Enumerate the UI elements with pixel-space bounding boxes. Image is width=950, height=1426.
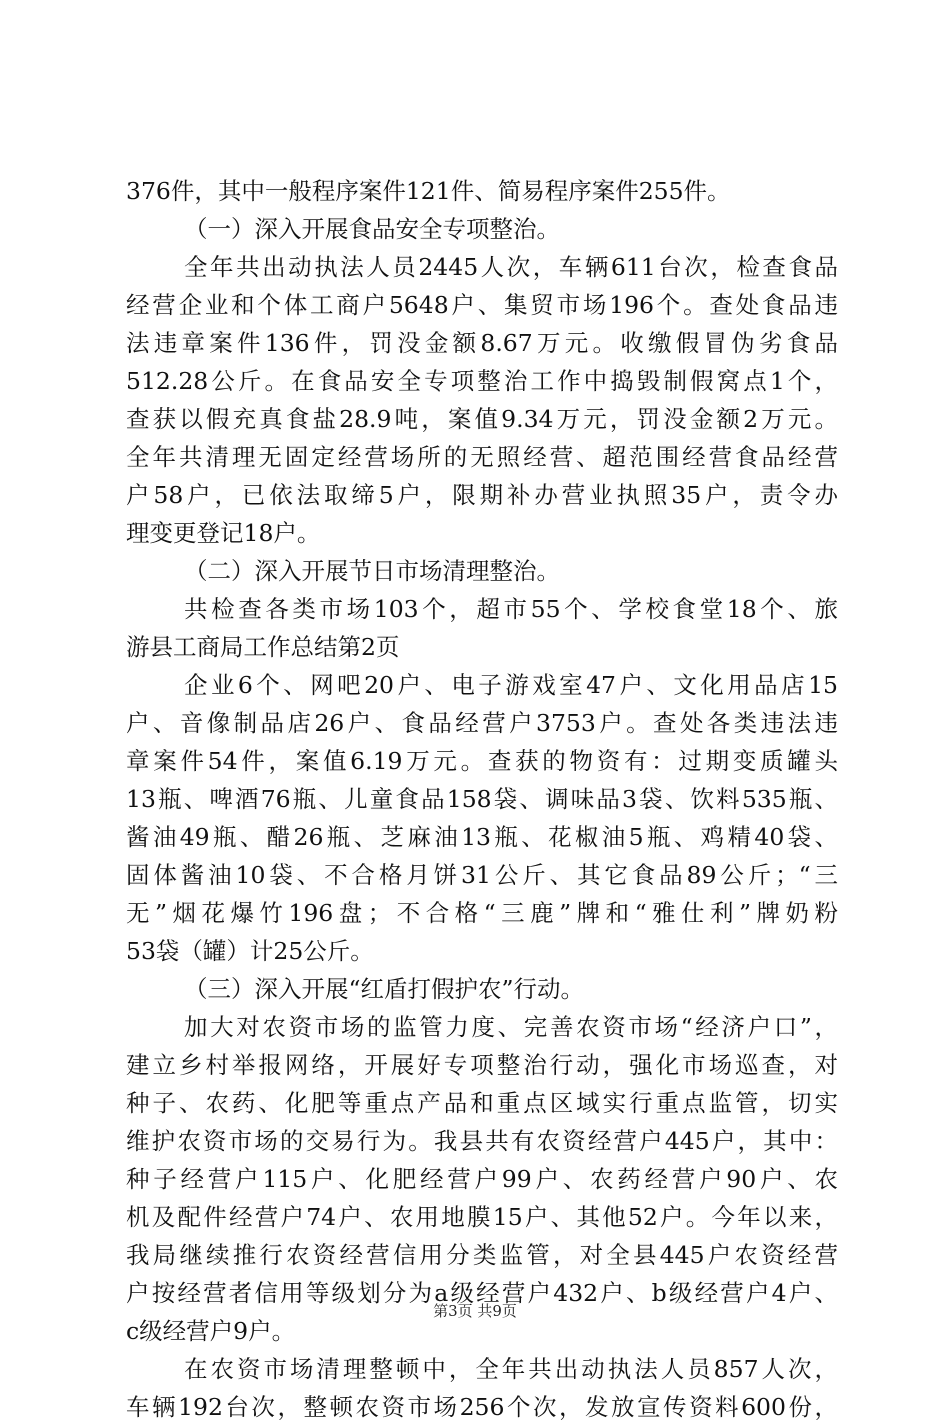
text-line: 种子、农药、化肥等重点产品和重点区域实行重点监管，切实	[126, 1089, 838, 1117]
page-number-footer: 第3页 共9页	[433, 1302, 517, 1320]
text-line: 建立乡村举报网络，开展好专项整治行动，强化市场巡查，对	[126, 1051, 838, 1079]
text-line: 376件，其中一般程序案件121件、简易程序案件255件。	[126, 177, 731, 205]
text-line: 维护农资市场的交易行为。我县共有农资经营户445户，其中：	[126, 1127, 838, 1155]
text-line: 加大对农资市场的监管力度、完善农资市场“经济户口”，	[184, 1013, 838, 1041]
text-line: 全年共出动执法人员2445人次，车辆611台次，检查食品	[184, 253, 838, 281]
text-line: 共检查各类市场103个，超市55个、学校食堂18个、旅	[184, 595, 838, 623]
text-line: 户按经营者信用等级划分为a级经营户432户、b级经营户4户、	[126, 1279, 838, 1307]
text-line: 全年共清理无固定经营场所的无照经营、超范围经营食品经营	[126, 443, 838, 471]
text-line: 户、音像制品店26户、食品经营户3753户。查处各类违法违	[126, 709, 838, 737]
text-line: 无”烟花爆竹196盘；不合格“三鹿”牌和“雅仕利”牌奶粉	[126, 899, 838, 927]
text-line: 游县工商局工作总结第2页	[126, 633, 400, 661]
text-line: 53袋（罐）计25公斤。	[126, 937, 374, 965]
text-line: 在农资市场清理整顿中，全年共出动执法人员857人次，	[184, 1355, 838, 1383]
text-line: 我局继续推行农资经营信用分类监管，对全县445户农资经营	[126, 1241, 838, 1269]
text-line: 法违章案件136件，罚没金额8.67万元。收缴假冒伪劣食品	[126, 329, 838, 357]
text-line: 理变更登记18户。	[126, 519, 321, 547]
text-line: 512.28公斤。在食品安全专项整治工作中捣毁制假窝点1个，	[126, 367, 838, 395]
text-line: 酱油49瓶、醋26瓶、芝麻油13瓶、花椒油5瓶、鸡精40袋、	[126, 823, 838, 851]
text-line: 种子经营户115户、化肥经营户99户、农药经营户90户、农	[126, 1165, 838, 1193]
section-heading: （三）深入开展“红盾打假护农”行动。	[184, 975, 585, 1003]
text-line: 固体酱油10袋、不合格月饼31公斤、其它食品89公斤；“三	[126, 861, 838, 889]
text-line: c级经营户9户。	[126, 1317, 296, 1345]
text-line: 经营企业和个体工商户5648户、集贸市场196个。查处食品违	[126, 291, 838, 319]
document-body	[126, 172, 838, 1426]
text-line: 机及配件经营户74户、农用地膜15户、其他52户。今年以来，	[126, 1203, 838, 1231]
section-heading: （二）深入开展节日市场清理整治。	[184, 557, 560, 585]
text-line: 车辆192台次，整顿农资市场256个次，发放宣传资料600份，	[126, 1393, 838, 1421]
section-heading: （一）深入开展食品安全专项整治。	[184, 215, 560, 243]
text-line: 查获以假充真食盐28.9吨，案值9.34万元，罚没金额2万元。	[126, 405, 838, 433]
text-line: 13瓶、啤酒76瓶、儿童食品158袋、调味品3袋、饮料535瓶、	[126, 785, 838, 813]
text-line: 企业6个、网吧20户、电子游戏室47户、文化用品店15	[184, 671, 838, 699]
text-line: 户58户，已依法取缔5户，限期补办营业执照35户，责令办	[126, 481, 838, 509]
text-line: 章案件54件，案值6.19万元。查获的物资有：过期变质罐头	[126, 747, 838, 775]
